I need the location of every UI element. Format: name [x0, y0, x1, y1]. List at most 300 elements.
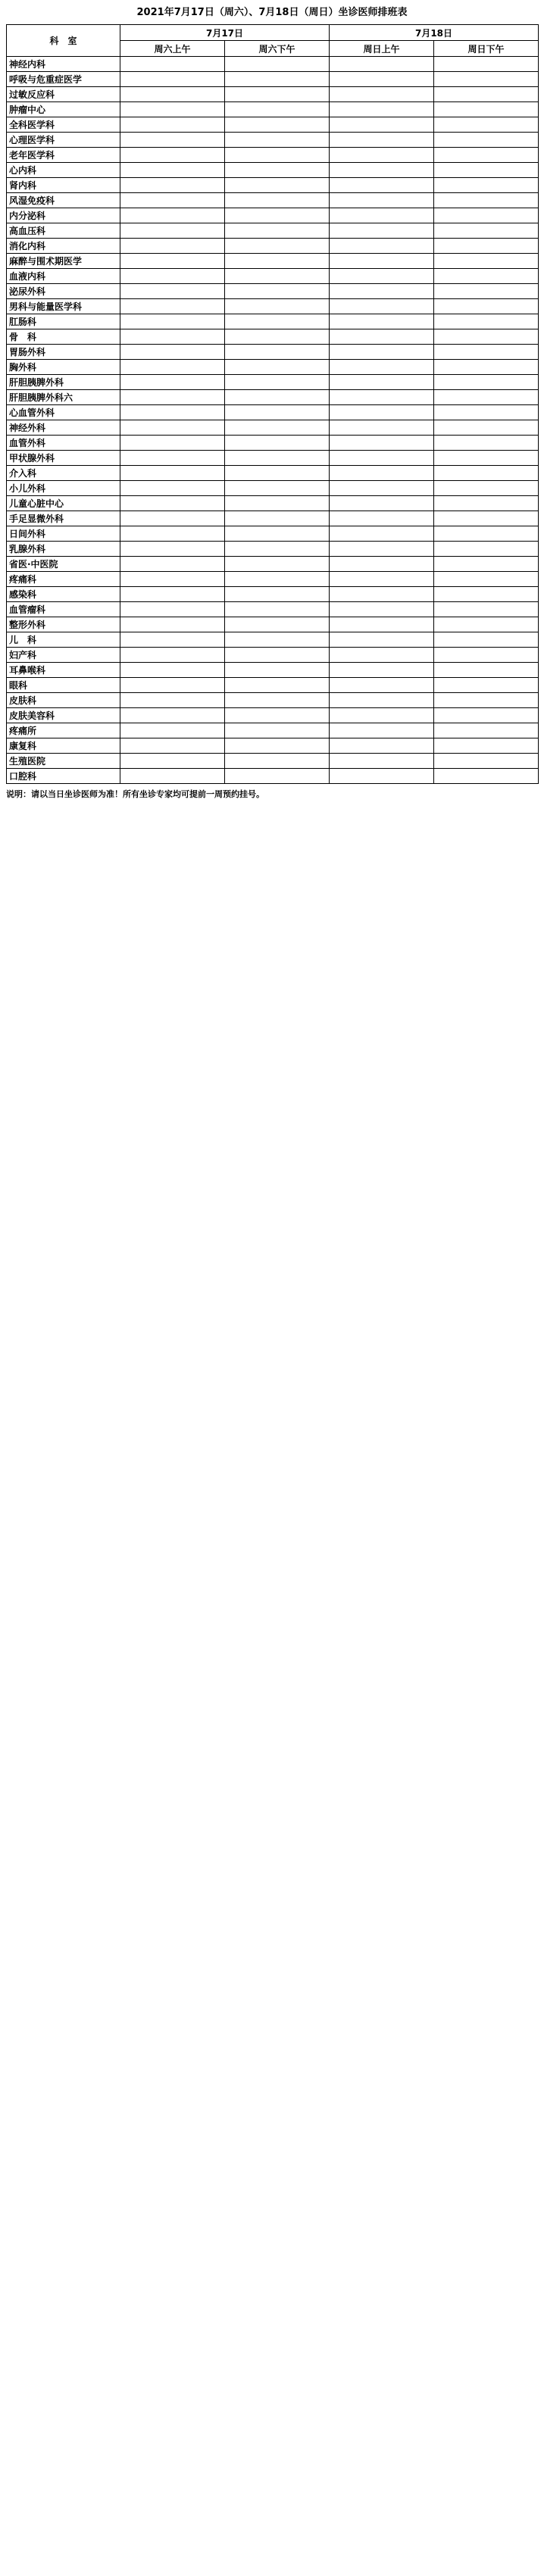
schedule-cell [330, 542, 434, 557]
schedule-cell [225, 526, 330, 542]
schedule-cell [225, 511, 330, 526]
department-name: 男科与能量医学科 [7, 299, 120, 314]
department-row [7, 208, 539, 223]
schedule-cell [120, 542, 225, 557]
schedule-cell [120, 648, 225, 663]
schedule-cell [434, 329, 539, 345]
department-name: 胃肠外科 [7, 345, 120, 360]
department-row [7, 193, 539, 208]
schedule-cell [434, 193, 539, 208]
department-name: 泌尿外科 [7, 284, 120, 299]
department-name: 妇产科 [7, 648, 120, 663]
schedule-cell [434, 466, 539, 481]
schedule-cell [225, 314, 330, 329]
schedule-cell [225, 420, 330, 436]
schedule-cell [330, 572, 434, 587]
department-row [7, 117, 539, 133]
schedule-cell [225, 542, 330, 557]
department-row [7, 632, 539, 648]
schedule-cell [330, 693, 434, 708]
schedule-cell [225, 572, 330, 587]
department-name: 肾内科 [7, 178, 120, 193]
schedule-cell [434, 617, 539, 632]
schedule-cell [434, 87, 539, 102]
schedule-cell [434, 178, 539, 193]
department-row [7, 663, 539, 678]
schedule-cell [330, 345, 434, 360]
schedule-cell [225, 178, 330, 193]
department-name: 过敏反应科 [7, 87, 120, 102]
department-row [7, 284, 539, 299]
schedule-cell [434, 72, 539, 87]
schedule-cell [225, 269, 330, 284]
schedule-cell [120, 87, 225, 102]
department-name: 口腔科 [7, 769, 120, 784]
day2-header: 7月18日 [330, 25, 539, 41]
schedule-cell [330, 723, 434, 738]
department-name: 皮肤美容科 [7, 708, 120, 723]
schedule-cell [120, 632, 225, 648]
schedule-cell [330, 72, 434, 87]
schedule-cell [225, 587, 330, 602]
schedule-cell [120, 102, 225, 117]
department-row [7, 57, 539, 72]
schedule-cell [120, 284, 225, 299]
schedule-cell [330, 133, 434, 148]
schedule-cell [434, 542, 539, 557]
department-row [7, 587, 539, 602]
department-name: 高血压科 [7, 223, 120, 239]
schedule-cell [434, 526, 539, 542]
department-row [7, 148, 539, 163]
schedule-cell [225, 72, 330, 87]
schedule-cell [330, 481, 434, 496]
schedule-cell [225, 87, 330, 102]
schedule-cell [120, 254, 225, 269]
header-row-days [7, 25, 539, 41]
department-row [7, 239, 539, 254]
department-name: 儿童心脏中心 [7, 496, 120, 511]
department-name: 感染科 [7, 587, 120, 602]
schedule-cell [225, 329, 330, 345]
department-row [7, 269, 539, 284]
department-name: 耳鼻喉科 [7, 663, 120, 678]
schedule-cell [120, 193, 225, 208]
department-row [7, 87, 539, 102]
department-name: 神经外科 [7, 420, 120, 436]
schedule-cell [225, 436, 330, 451]
schedule-cell [120, 208, 225, 223]
schedule-cell [434, 511, 539, 526]
schedule-cell [120, 163, 225, 178]
department-name: 呼吸与危重症医学 [7, 72, 120, 87]
schedule-cell [225, 663, 330, 678]
schedule-cell [434, 254, 539, 269]
department-name: 骨 科 [7, 329, 120, 345]
schedule-cell [225, 299, 330, 314]
schedule-cell [330, 117, 434, 133]
schedule-cell [330, 284, 434, 299]
schedule-cell [434, 663, 539, 678]
schedule-cell [330, 511, 434, 526]
schedule-cell [434, 375, 539, 390]
department-name: 心血管外科 [7, 405, 120, 420]
department-name: 麻醉与围术期医学 [7, 254, 120, 269]
schedule-cell [225, 723, 330, 738]
schedule-cell [330, 193, 434, 208]
department-name: 心理医学科 [7, 133, 120, 148]
department-row [7, 329, 539, 345]
schedule-cell [434, 239, 539, 254]
schedule-cell [120, 436, 225, 451]
schedule-cell [120, 511, 225, 526]
schedule-cell [330, 451, 434, 466]
schedule-cell [120, 420, 225, 436]
department-name: 介入科 [7, 466, 120, 481]
department-name: 甲状腺外科 [7, 451, 120, 466]
schedule-cell [330, 663, 434, 678]
schedule-cell [434, 284, 539, 299]
schedule-cell [120, 526, 225, 542]
dept-header: 科 室 [7, 25, 120, 57]
schedule-cell [225, 738, 330, 754]
department-row [7, 754, 539, 769]
department-row [7, 163, 539, 178]
schedule-cell [120, 239, 225, 254]
schedule-cell [434, 481, 539, 496]
schedule-cell [120, 663, 225, 678]
schedule-cell [120, 769, 225, 784]
department-name: 眼科 [7, 678, 120, 693]
department-row [7, 436, 539, 451]
schedule-cell [330, 299, 434, 314]
department-name: 肿瘤中心 [7, 102, 120, 117]
schedule-cell [330, 632, 434, 648]
schedule-cell [330, 420, 434, 436]
schedule-cell [225, 133, 330, 148]
schedule-cell [330, 148, 434, 163]
department-row [7, 496, 539, 511]
slot-header: 周日下午 [434, 41, 539, 57]
department-name: 儿 科 [7, 632, 120, 648]
schedule-cell [434, 723, 539, 738]
schedule-cell [120, 405, 225, 420]
schedule-cell [330, 254, 434, 269]
schedule-cell [330, 769, 434, 784]
schedule-cell [434, 738, 539, 754]
schedule-cell [434, 754, 539, 769]
department-name: 乳腺外科 [7, 542, 120, 557]
schedule-cell [225, 648, 330, 663]
schedule-cell [330, 602, 434, 617]
schedule-cell [120, 708, 225, 723]
schedule-cell [225, 693, 330, 708]
schedule-cell [330, 390, 434, 405]
schedule-cell [120, 133, 225, 148]
schedule-cell [225, 117, 330, 133]
schedule-cell [225, 375, 330, 390]
schedule-cell [330, 223, 434, 239]
department-name: 老年医学科 [7, 148, 120, 163]
slot-header: 周六下午 [225, 41, 330, 57]
schedule-cell [120, 148, 225, 163]
schedule-cell [225, 708, 330, 723]
schedule-cell [120, 314, 225, 329]
schedule-cell [120, 72, 225, 87]
schedule-cell [434, 57, 539, 72]
schedule-cell [120, 466, 225, 481]
department-row [7, 102, 539, 117]
schedule-cell [120, 754, 225, 769]
schedule-cell [434, 390, 539, 405]
schedule-cell [120, 375, 225, 390]
schedule-cell [330, 678, 434, 693]
schedule-cell [120, 496, 225, 511]
department-name: 日间外科 [7, 526, 120, 542]
schedule-cell [120, 602, 225, 617]
department-name: 心内科 [7, 163, 120, 178]
schedule-cell [330, 375, 434, 390]
schedule-cell [434, 708, 539, 723]
department-row [7, 375, 539, 390]
schedule-cell [225, 451, 330, 466]
schedule-cell [434, 133, 539, 148]
department-row [7, 648, 539, 663]
department-row [7, 557, 539, 572]
schedule-cell [434, 148, 539, 163]
department-name: 风湿免疫科 [7, 193, 120, 208]
schedule-cell [120, 738, 225, 754]
day1-header: 7月17日 [120, 25, 330, 41]
schedule-cell [225, 193, 330, 208]
schedule-cell [225, 496, 330, 511]
schedule-cell [434, 208, 539, 223]
schedule-cell [434, 451, 539, 466]
schedule-cell [120, 451, 225, 466]
schedule-cell [434, 420, 539, 436]
department-row [7, 420, 539, 436]
schedule-cell [330, 269, 434, 284]
department-row [7, 542, 539, 557]
department-name: 整形外科 [7, 617, 120, 632]
department-row [7, 405, 539, 420]
schedule-cell [434, 632, 539, 648]
schedule-cell [120, 481, 225, 496]
department-row [7, 254, 539, 269]
schedule-cell [330, 239, 434, 254]
schedule-cell [434, 117, 539, 133]
schedule-cell [225, 405, 330, 420]
schedule-cell [225, 602, 330, 617]
schedule-cell [434, 769, 539, 784]
department-row [7, 708, 539, 723]
schedule-cell [330, 163, 434, 178]
schedule-cell [120, 223, 225, 239]
schedule-cell [434, 693, 539, 708]
department-row [7, 466, 539, 481]
schedule-cell [225, 617, 330, 632]
department-row [7, 617, 539, 632]
schedule-cell [434, 269, 539, 284]
slot-header: 周日上午 [330, 41, 434, 57]
department-name: 生殖医院 [7, 754, 120, 769]
schedule-cell [330, 314, 434, 329]
department-row [7, 678, 539, 693]
page-title: 2021年7月17日（周六）、7月18日（周日）坐诊医师排班表 [136, 7, 408, 18]
schedule-cell [120, 572, 225, 587]
schedule-cell [330, 496, 434, 511]
schedule-cell [330, 466, 434, 481]
department-row [7, 314, 539, 329]
schedule-cell [225, 163, 330, 178]
schedule-cell [225, 208, 330, 223]
department-name: 血管外科 [7, 436, 120, 451]
schedule-cell [225, 557, 330, 572]
schedule-cell [120, 178, 225, 193]
schedule-cell [225, 390, 330, 405]
schedule-cell [120, 360, 225, 375]
department-row [7, 526, 539, 542]
schedule-cell [330, 648, 434, 663]
schedule-cell [225, 57, 330, 72]
schedule-cell [120, 117, 225, 133]
schedule-cell [330, 557, 434, 572]
schedule-cell [330, 102, 434, 117]
department-name: 血管瘤科 [7, 602, 120, 617]
department-name: 康复科 [7, 738, 120, 754]
schedule-cell [330, 754, 434, 769]
department-name: 神经内科 [7, 57, 120, 72]
schedule-cell [330, 738, 434, 754]
schedule-cell [120, 329, 225, 345]
department-row [7, 511, 539, 526]
schedule-cell [330, 708, 434, 723]
schedule-cell [225, 148, 330, 163]
department-row [7, 299, 539, 314]
schedule-page [0, 0, 544, 808]
department-name: 肛肠科 [7, 314, 120, 329]
schedule-body [7, 57, 539, 784]
schedule-cell [434, 163, 539, 178]
department-row [7, 72, 539, 87]
slot-header: 周六上午 [120, 41, 225, 57]
department-name: 消化内科 [7, 239, 120, 254]
schedule-cell [330, 617, 434, 632]
schedule-cell [434, 557, 539, 572]
schedule-cell [225, 239, 330, 254]
schedule-cell [120, 617, 225, 632]
department-name: 内分泌科 [7, 208, 120, 223]
schedule-cell [225, 678, 330, 693]
department-row [7, 178, 539, 193]
schedule-cell [434, 648, 539, 663]
department-row [7, 133, 539, 148]
department-row [7, 602, 539, 617]
schedule-cell [120, 723, 225, 738]
schedule-cell [225, 632, 330, 648]
schedule-cell [225, 223, 330, 239]
schedule-cell [120, 57, 225, 72]
schedule-cell [330, 178, 434, 193]
schedule-cell [120, 390, 225, 405]
schedule-cell [434, 587, 539, 602]
department-row [7, 738, 539, 754]
schedule-cell [330, 208, 434, 223]
schedule-cell [120, 557, 225, 572]
schedule-cell [225, 360, 330, 375]
schedule-cell [225, 481, 330, 496]
schedule-cell [120, 693, 225, 708]
department-row [7, 723, 539, 738]
department-row [7, 223, 539, 239]
schedule-cell [434, 496, 539, 511]
department-name: 疼痛科 [7, 572, 120, 587]
schedule-cell [120, 299, 225, 314]
department-name: 肝胆胰脾外科 [7, 375, 120, 390]
schedule-cell [434, 602, 539, 617]
department-name: 全科医学科 [7, 117, 120, 133]
department-name: 手足显微外科 [7, 511, 120, 526]
schedule-cell [434, 345, 539, 360]
schedule-cell [225, 769, 330, 784]
department-name: 疼痛所 [7, 723, 120, 738]
schedule-cell [225, 754, 330, 769]
department-row [7, 693, 539, 708]
schedule-cell [120, 587, 225, 602]
department-name: 小儿外科 [7, 481, 120, 496]
schedule-cell [225, 102, 330, 117]
department-name: 血液内科 [7, 269, 120, 284]
department-row [7, 345, 539, 360]
schedule-cell [330, 587, 434, 602]
department-row [7, 572, 539, 587]
schedule-cell [434, 102, 539, 117]
footer-note: 说明：请以当日坐诊医师为准！所有坐诊专家均可提前一周预约挂号。 [6, 789, 264, 799]
department-row [7, 451, 539, 466]
schedule-cell [330, 526, 434, 542]
schedule-cell [434, 405, 539, 420]
schedule-cell [120, 269, 225, 284]
schedule-cell [330, 360, 434, 375]
department-row [7, 390, 539, 405]
schedule-cell [434, 572, 539, 587]
schedule-cell [330, 329, 434, 345]
schedule-cell [120, 678, 225, 693]
schedule-cell [330, 57, 434, 72]
schedule-cell [434, 678, 539, 693]
department-name: 肝胆胰脾外科六 [7, 390, 120, 405]
department-row [7, 360, 539, 375]
schedule-cell [434, 436, 539, 451]
department-name: 皮肤科 [7, 693, 120, 708]
schedule-cell [330, 436, 434, 451]
schedule-cell [434, 299, 539, 314]
department-name: 胸外科 [7, 360, 120, 375]
department-row [7, 769, 539, 784]
schedule-cell [225, 466, 330, 481]
schedule-cell [225, 254, 330, 269]
schedule-cell [434, 223, 539, 239]
schedule-cell [225, 345, 330, 360]
schedule-table [6, 24, 539, 784]
schedule-cell [120, 345, 225, 360]
schedule-cell [330, 405, 434, 420]
schedule-cell [225, 284, 330, 299]
department-name: 省医·中医院 [7, 557, 120, 572]
schedule-cell [434, 360, 539, 375]
schedule-cell [434, 314, 539, 329]
department-row [7, 481, 539, 496]
